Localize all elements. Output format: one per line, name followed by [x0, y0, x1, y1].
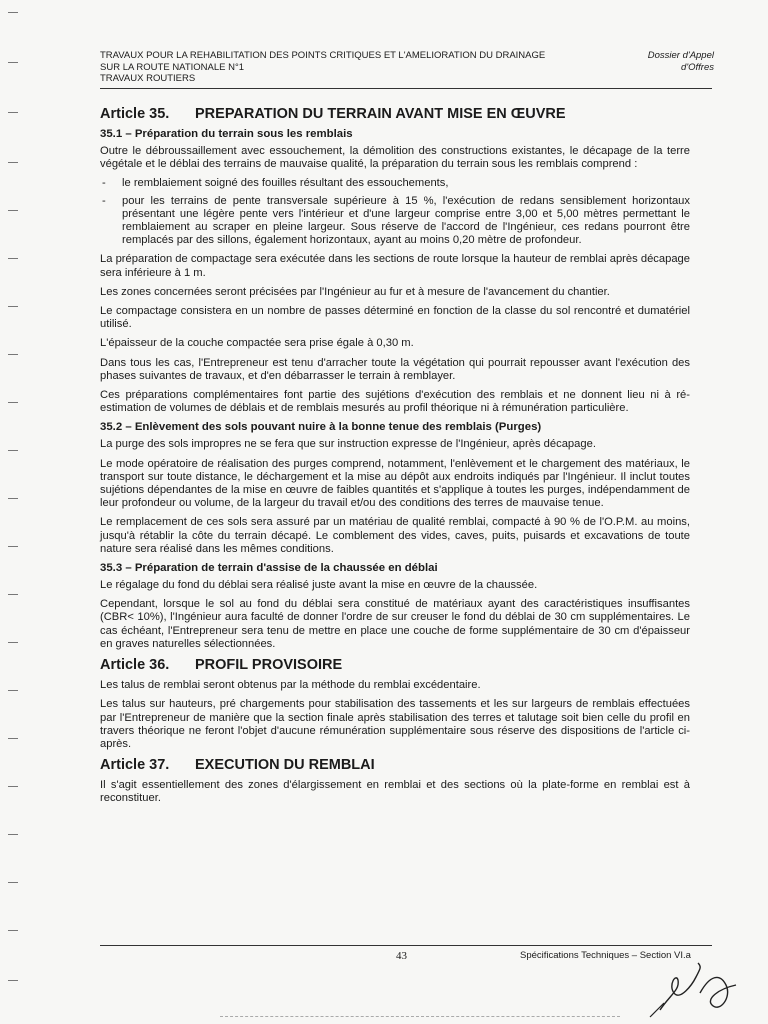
- header-right-1: Dossier d'Appel: [647, 50, 714, 61]
- article-35-heading: [100, 106, 690, 123]
- paragraph: Le mode opératoire de réalisation des purges comprend, notamment, l'enlèvement et le chargement des matériaux, le transport sur toute distance, le déchargement et la mise au dépôt aux endroits indiqués par l'Ingénieur. Il inclut toutes sujétions dépendantes de la mise en œuvre de faibles quantités et s'applique à toutes les purges, indépendamment de leur profondeur ou volume, de la largeur du travail et/ou des conditions des terres de mauvaise tenue.: [100, 457, 690, 510]
- article-number: Article 37.: [100, 757, 170, 774]
- header-line-2: SUR LA ROUTE NATIONALE N°1: [100, 61, 245, 73]
- paragraph: L'épaisseur de la couche compactée sera prise égale à 0,30 m.: [100, 337, 414, 350]
- article-37-heading: [100, 757, 690, 774]
- footer-rule: [100, 945, 712, 946]
- scan-artifact-line: [220, 1016, 620, 1018]
- list-item-text: pour les terrains de pente transversale supérieure à 15 %, l'exécution de redans sensiblement horizontaux présentant une légère pente vers l'intérieur et d'une largeur comprise entre 3,00 et 5,00 mètres permettant le remblaiement au scraper en pleine largeur. Sous réserve de l'accord de l'Ingénieur, ces redans pourront être remplacés par des sillons, également horizontaux, ayant au moins 0,20 mètre de profondeur.: [122, 194, 690, 247]
- header-right-2: d'Offres: [681, 61, 714, 73]
- list-item-text: le remblaiement soigné des fouilles résultant des essouchements,: [122, 177, 449, 190]
- paragraph: Le compactage consistera en un nombre de passes déterminé en fonction de la classe du sol rencontré et dumatériel utilisé.: [100, 305, 690, 331]
- paragraph: Les talus de remblai seront obtenus par la méthode du remblai excédentaire.: [100, 679, 481, 692]
- header-rule: [100, 88, 712, 89]
- paragraph: Le remplacement de ces sols sera assuré par un matériau de qualité remblai, compacté à 90 % de l'O.P.M. au moins, jusqu'à rétablir la côte du terrain décapé. Le comblement des vides, caves, puits, puisards et excavations de toute nature sera réalisé dans les mêmes conditions.: [100, 516, 690, 555]
- header-line-3: TRAVAUX ROUTIERS: [100, 73, 196, 85]
- paragraph: Le régalage du fond du déblai sera réalisé juste avant la mise en œuvre de la chaussée.: [100, 579, 538, 592]
- article-title: PROFIL PROVISOIRE: [195, 657, 343, 674]
- article-36-heading: [100, 657, 690, 674]
- list-item: - le remblaiement soigné des fouilles résultant des essouchements,: [102, 177, 449, 190]
- header-document-type: [634, 50, 714, 73]
- header-title: [100, 50, 620, 85]
- paragraph: Il s'agit essentiellement des zones d'élargissement en remblai et des sections où la plate-forme en remblai est à reconstituer.: [100, 779, 690, 805]
- page-number: 43: [396, 950, 407, 962]
- paragraph: Ces préparations complémentaires font partie des sujétions d'exécution des remblais et ne donnent lieu ni à ré-estimation de volumes de déblais et de remblais mesurés au profil théorique ni à rémunération particulière.: [100, 389, 690, 415]
- section-35-2-title: 35.2 – Enlèvement des sols pouvant nuire à la bonne tenue des remblais (Purges): [100, 421, 542, 434]
- article-number: Article 36.: [100, 657, 170, 674]
- paragraph: La préparation de compactage sera exécutée dans les sections de route lorsque la hauteur de remblai après décapage sera inférieure à 1 m.: [100, 253, 690, 279]
- article-title: EXECUTION DU REMBLAI: [195, 757, 375, 774]
- section-35-3-title: 35.3 – Préparation de terrain d'assise de la chaussée en déblai: [100, 562, 438, 575]
- article-number: Article 35.: [100, 106, 170, 122]
- paragraph: Dans tous les cas, l'Entrepreneur est tenu d'arracher toute la végétation qui pourrait repousser avant l'exécution des phases suivantes de travaux, et d'en débarrasser le terrain à remblayer.: [100, 356, 690, 382]
- footer-section-label: Spécifications Techniques – Section VI.a: [520, 950, 691, 961]
- header-line-1: TRAVAUX POUR LA REHABILITATION DES POINTS CRITIQUES ET L'AMELIORATION DU DRAINAGE: [100, 50, 546, 61]
- paragraph: Cependant, lorsque le sol au fond du déblai sera constitué de matériaux ayant des caractéristiques insuffisantes (CBR< 10%), l'Ingénieur aura faculté de donner l'ordre de sur creuser le fond du déblai de 30 cm supplémentaires. Le cas échéant, l'Entrepreneur sera tenu de mettre en place une couche de forme supplémentaire de 30 cm d'épaisseur en graves naturelles sélectionnées.: [100, 598, 690, 650]
- dash-list: [100, 177, 690, 247]
- document-body: [100, 102, 690, 812]
- paragraph: La purge des sols impropres ne se fera que sur instruction expresse de l'Ingénieur, après décapage.: [100, 438, 596, 451]
- article-title: PREPARATION DU TERRAIN AVANT MISE EN ŒUVRE: [195, 106, 566, 122]
- section-35-1-title: 35.1 – Préparation du terrain sous les remblais: [100, 128, 353, 140]
- paragraph: Les talus sur hauteurs, pré chargements pour stabilisation des tassements et les sur largeurs de remblais effectuées par l'Entrepreneur de manière que la section finale après stabilisation des terres et talutage soit bien celle du profil en travers théorique ne feront l'objet d'aucune rémunération supplémentaire sous réserve des dispositions de l'article ci-après.: [100, 698, 690, 750]
- paragraph: Outre le débroussaillement avec essouchement, la démolition des constructions existantes, le décapage de la terre végétale et le déblai des terrains de mauvaise qualité, la préparation du terrain sous les remblais comprend :: [100, 145, 690, 171]
- list-item: - pour les terrains de pente transversale supérieure à 15 %, l'exécution de redans sensiblement horizontaux présentant une légère pente vers l'intérieur et d'une largeur comprise entre 3,00 et 5,00 mètres permettant le remblaiement au scraper en pleine largeur. Sous réserve de l'accord de l'Ingénieur, ces redans pourront être remplacés par des sillons, également horizontaux, ayant au moins 0,20 mètre de profondeur.: [102, 194, 690, 247]
- handwritten-signature: [640, 955, 750, 1020]
- scan-margin-marks: [8, 0, 22, 1024]
- paragraph: Les zones concernées seront précisées par l'Ingénieur au fur et à mesure de l'avancement du chantier.: [100, 285, 610, 298]
